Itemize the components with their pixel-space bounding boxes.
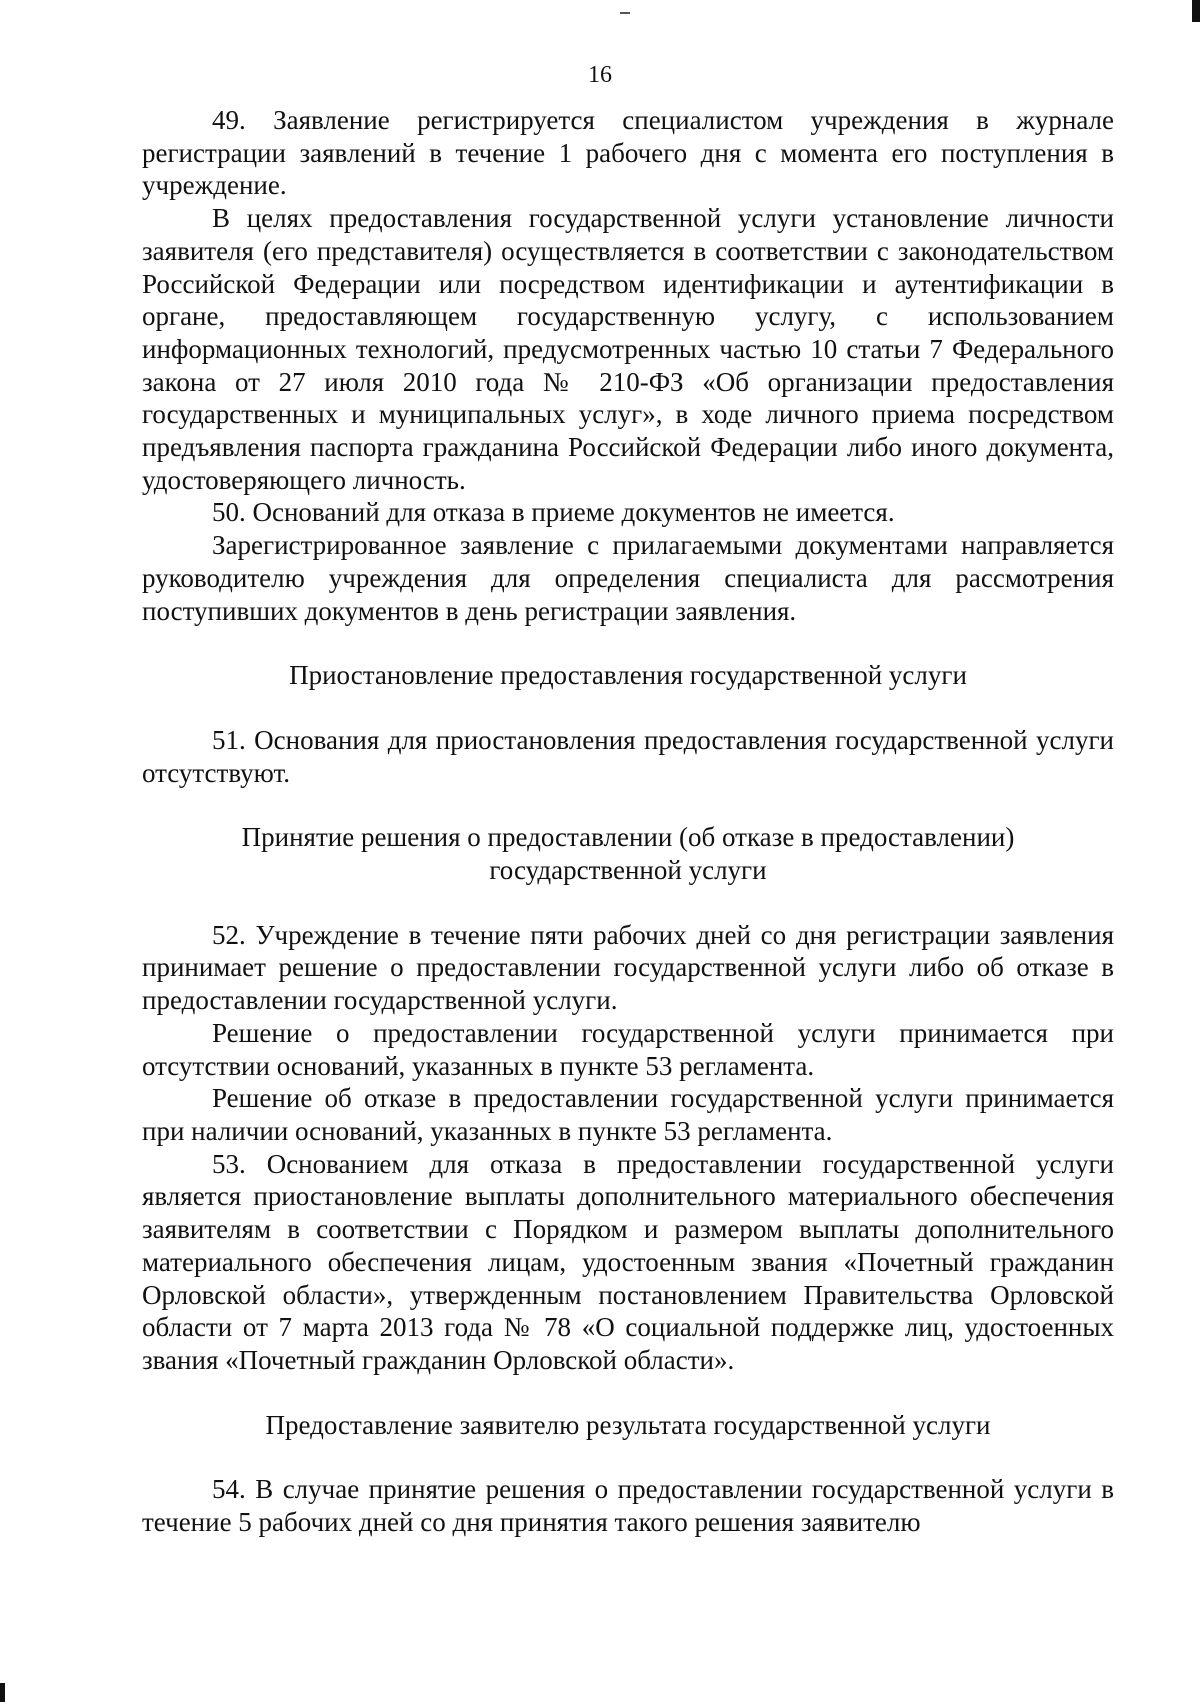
- paragraph-52-approval: Решение о предоставлении государственной услуги принимается при отсутствии оснований, указанных в пункте 53 регламента.: [142, 1017, 1114, 1081]
- paragraph-53: 53. Основанием для отказа в предоставлении государственной услуги является приостановление выплаты дополнительного материального обеспечения заявителям в соответствии с Порядком и размером выплаты дополнительного материального обеспечения лицам, удостоенным звания «Почетный гражданин Орловской области», утвержденным постановлением Правительства Орловской области от 7 марта 2013 года № 78 «О социальной поддержке лиц, удостоенных звания «Почетный гражданин Орловской области».: [142, 1148, 1114, 1375]
- heading-line: государственной услуги: [489, 855, 767, 886]
- scan-edge-mark: [1192, 0, 1200, 22]
- section-heading-result: Предоставление заявителю результата государственной услуги: [265, 1409, 991, 1440]
- heading-line: Принятие решения о предоставлении (об отказе в предоставлении): [241, 822, 1015, 853]
- scan-mark: [620, 12, 630, 14]
- paragraph-50: 50. Оснований для отказа в приеме документов не имеется.: [212, 497, 895, 528]
- scan-edge-mark: [0, 1683, 5, 1702]
- paragraph-52: 52. Учреждение в течение пяти рабочих дней со дня регистрации заявления принимает решение о предоставлении государственной услуги либо об отказе в предоставлении государственной услуги.: [142, 919, 1114, 1016]
- document-body: [142, 104, 1114, 1539]
- section-heading-decision: [142, 821, 1114, 886]
- paragraph-54: 54. В случае принятие решения о предоставлении государственной услуги в течение 5 рабочих дней со дня принятия такого решения заявителю: [142, 1474, 1114, 1538]
- section-heading-suspension: Приостановление предоставления государственной услуги: [289, 660, 967, 691]
- page-number: 16: [588, 62, 612, 88]
- paragraph-50-registered: Зарегистрированное заявление с прилагаемыми документами направляется руководителю учреждения для определения специалиста для рассмотрения поступивших документов в день регистрации заявления.: [142, 530, 1114, 626]
- paragraph-51: 51. Основания для приостановления предоставления государственной услуги отсутствуют.: [142, 724, 1114, 788]
- paragraph-52-refusal: Решение об отказе в предоставлении государственной услуги принимается при наличии оснований, указанных в пункте 53 регламента.: [142, 1083, 1114, 1146]
- paragraph-49-identification: В целях предоставления государственной услуги установление личности заявителя (его представителя) осуществляется в соответствии с законодательством Российской Федерации или посредством идентификации и аутентификации в органе, предоставляющем государственную услугу, с использованием информационных технологий, предусмотренных частью 10 статьи 7 Федерального закона от 27 июля 2010 года № 210-ФЗ «Об организации предоставления государственных и муниципальных услуг», в ходе личного приема посредством предъявления паспорта гражданина Российской Федерации либо иного документа, удостоверяющего личность.: [142, 203, 1114, 495]
- paragraph-49: 49. Заявление регистрируется специалистом учреждения в журнале регистрации заявлений в течение 1 рабочего дня с момента его поступления в учреждение.: [142, 105, 1114, 201]
